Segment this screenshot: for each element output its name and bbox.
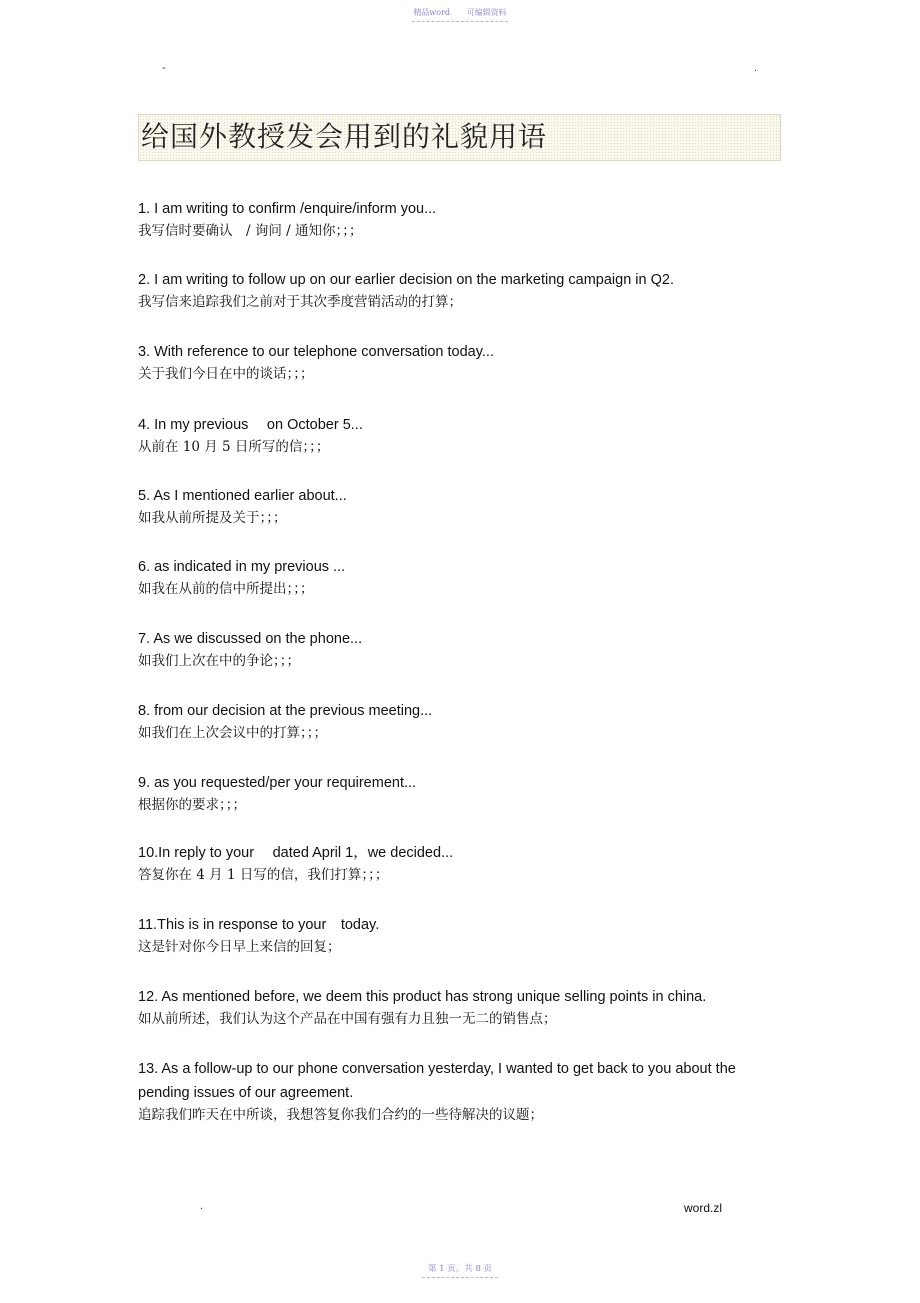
phrase-english: 5. As I mentioned earlier about... (138, 488, 347, 504)
header-right-label: 可编辑资料 (466, 8, 507, 17)
phrase-english: 7. As we discussed on the phone... (138, 631, 363, 647)
phrase-chinese: 我写信来追踪我们之前对于其次季度营销活动的打算； (138, 294, 462, 310)
phrase-item (138, 699, 748, 743)
phrase-english: 3. With reference to our telephone conversation today... (138, 344, 494, 360)
phrase-item (138, 841, 748, 885)
header-left-label: 精品word (413, 8, 451, 17)
phrase-item (138, 268, 748, 312)
phrase-chinese: 这是针对你今日早上来信的回复； (138, 939, 341, 955)
phrase-english: 9. as you requested/per your requirement... (138, 775, 417, 791)
phrase-english: 6. as indicated in my previous ... (138, 559, 346, 575)
phrase-chinese: 根据你的要求；；； (138, 797, 246, 813)
footer-source-label: word.zl (684, 1201, 723, 1215)
document-header (0, 7, 920, 18)
phrase-chinese: 我写信时要确认 / 询问 / 通知你；；； (138, 223, 363, 239)
phrase-item (138, 340, 748, 384)
phrase-chinese: 追踪我们昨天在中所谈，我想答复你我们合约的一些待解决的议题； (138, 1107, 543, 1123)
phrase-english: 1. I am writing to confirm /enquire/inform you... (138, 201, 437, 217)
phrase-item (138, 771, 748, 815)
footer-dot: . (200, 1200, 204, 1212)
page-number: 第 1 页，共 8 页 (427, 1264, 493, 1274)
phrase-item (138, 484, 748, 528)
phrase-chinese: 如从前所述，我们认为这个产品在中国有强有力且独一无二的销售点； (138, 1011, 557, 1027)
page-title: 给国外教授发会用到的礼貌用语 (141, 120, 548, 153)
phrase-english: 13. As a follow-up to our phone conversation yesterday, I wanted to get back to you about the pending issues of our agreement. (138, 1061, 736, 1101)
header-divider (412, 21, 508, 22)
phrase-english: 12. As mentioned before, we deem this product has strong unique selling points in china. (138, 989, 707, 1005)
phrase-chinese: 关于我们今日在中的谈话；；； (138, 366, 314, 382)
phrase-item (138, 555, 748, 599)
footer-divider (422, 1277, 498, 1278)
phrase-chinese: 如我在从前的信中所提出；；； (138, 581, 314, 597)
phrase-chinese: 如我们上次在中的争论；；； (138, 653, 300, 669)
phrase-item (138, 985, 748, 1029)
phrase-chinese: 从前在 10 月 5 日所写的信；；； (138, 439, 330, 455)
corner-mark-right: . (754, 62, 758, 74)
phrase-chinese: 答复你在 4 月 1 日写的信，我们打算；；； (138, 867, 389, 883)
phrase-english: 4. In my previous on October 5... (138, 417, 363, 433)
phrase-english: 8. from our decision at the previous meeting... (138, 703, 433, 719)
phrase-english: 11.This is in response to your today. (138, 917, 380, 933)
phrase-chinese: 如我们在上次会议中的打算；；； (138, 725, 327, 741)
phrase-item (138, 197, 748, 241)
phrase-item (138, 1057, 748, 1125)
phrase-item (138, 913, 748, 957)
phrase-item (138, 627, 748, 671)
title-banner (138, 114, 781, 161)
phrase-english: 2. I am writing to follow up on our earlier decision on the marketing campaign in Q2. (138, 272, 674, 288)
phrase-item (138, 413, 748, 457)
phrase-chinese: 如我从前所提及关于；；； (138, 510, 287, 526)
phrase-english: 10.In reply to your dated April 1，we decided... (138, 845, 454, 861)
corner-mark-left: - (162, 62, 166, 74)
